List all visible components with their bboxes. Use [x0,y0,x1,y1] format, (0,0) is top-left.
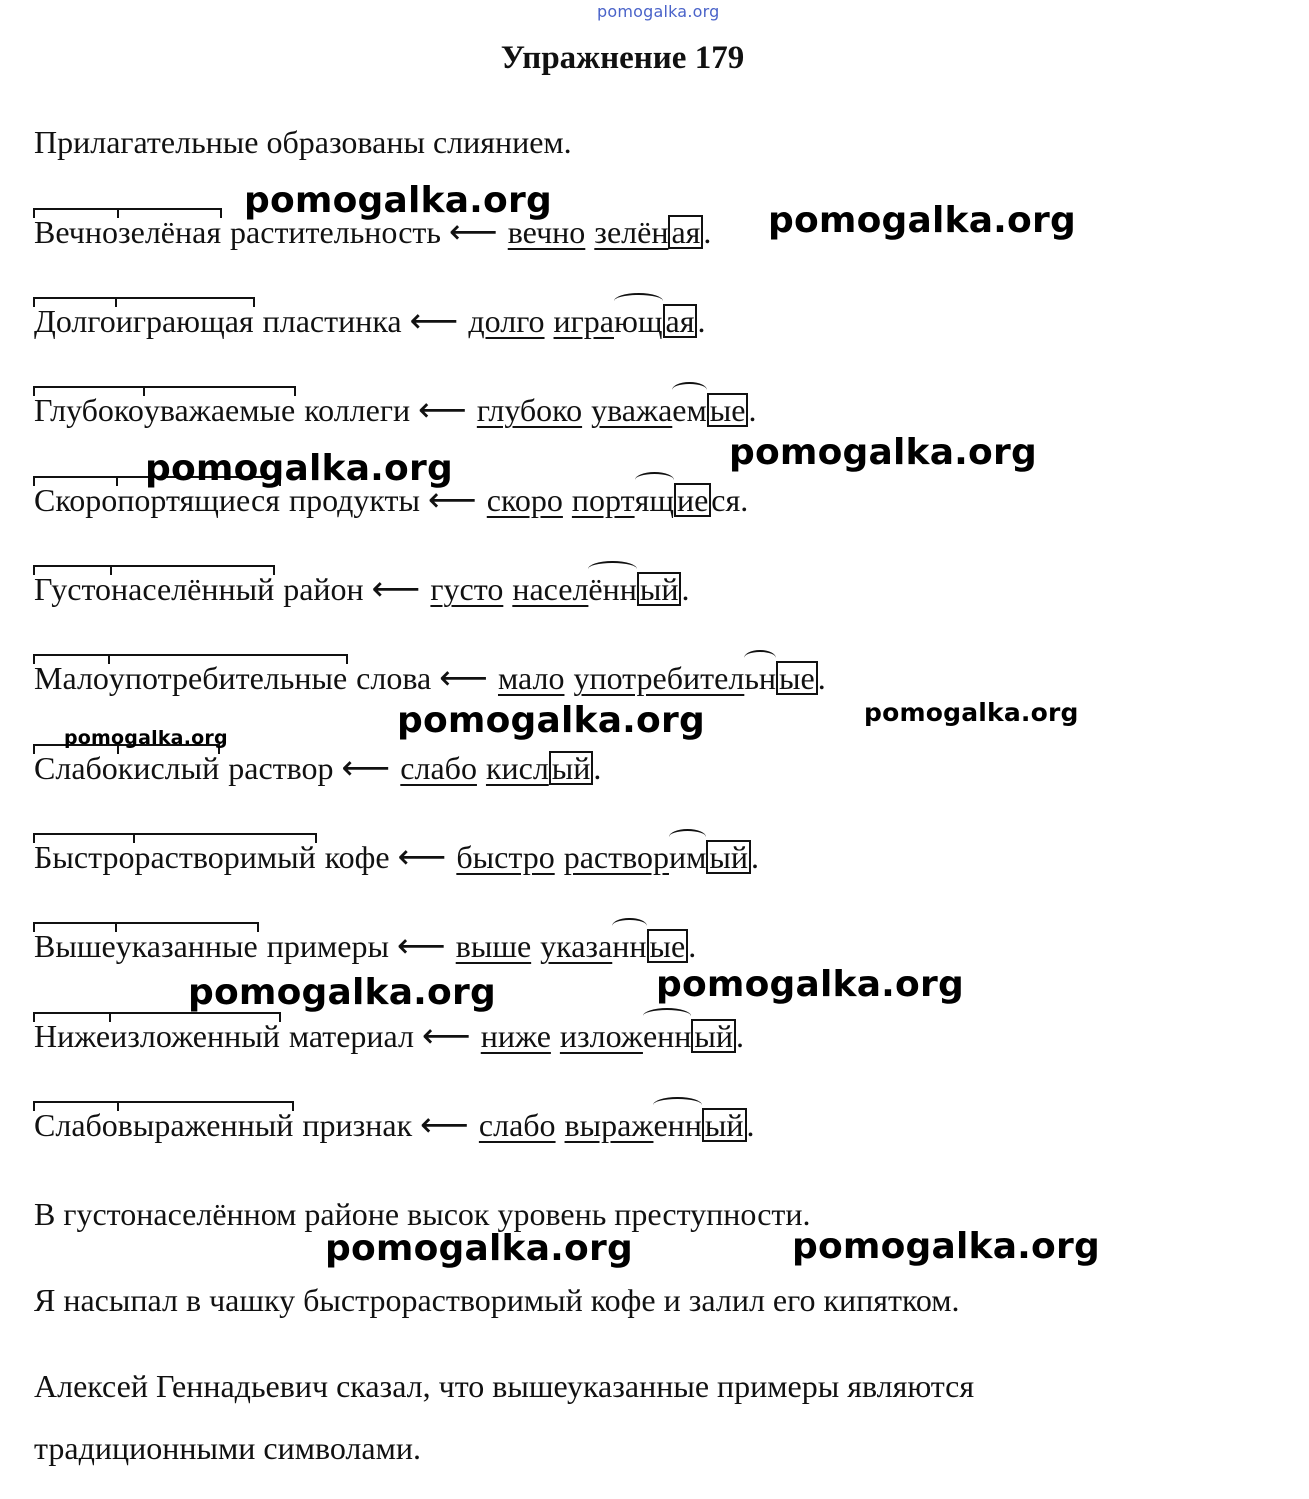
base-word-2-root: употребител [573,660,745,696]
compound-part-1: Скоро [34,482,118,518]
base-word-1: слабо [478,1107,556,1143]
compound-part-1: Выше [34,928,116,964]
watermark: pomogalka.org [864,698,1079,727]
noun: продукты [288,482,421,518]
ending: ый [637,572,682,606]
arrow-left-icon: ⟵ [341,748,391,788]
word-row [34,1105,755,1145]
noun: растительность [230,214,441,250]
tail: ся. [711,482,749,518]
compound-part-2: кислый [117,750,220,786]
suffix: ем [672,392,707,428]
tail: . [688,928,697,964]
watermark: pomogalka.org [145,448,453,489]
compound-part-1: Вечно [34,214,118,250]
base-word-2-root: кисл [485,750,549,786]
suffix: енн [653,1107,702,1143]
compound-part-1: Мало [34,660,109,696]
compound-part-2: изложенный [110,1018,280,1054]
ending: ый [691,1019,736,1053]
arrow-left-icon: ⟵ [409,301,459,341]
noun: примеры [266,928,389,964]
base-word-2-root: зелён [594,214,669,250]
noun: кофе [324,839,390,875]
compound-part-2: растворимый [134,839,316,875]
noun: раствор [228,750,334,786]
word-row [34,390,756,430]
tail: . [748,392,757,428]
compound-part-1: Долго [34,303,116,339]
compound-part-2: играющая [115,303,254,339]
base-word-1: выше [455,928,532,964]
noun: пластинка [262,303,402,339]
base-word-2-root: игра [553,303,614,339]
tail: . [593,750,602,786]
suffix: енн [642,1018,692,1054]
ending: ые [776,661,818,695]
word-row [34,1016,744,1056]
compound-part-2: уважаемые [143,392,296,428]
watermark: pomogalka.org [325,1228,633,1269]
arrow-left-icon: ⟵ [397,837,447,877]
watermark: pomogalka.org [656,964,964,1005]
arrow-left-icon: ⟵ [371,569,421,609]
base-word-1: вечно [507,214,586,250]
watermark: pomogalka.org [729,432,1037,473]
noun: слова [356,660,432,696]
watermark: pomogalka.org [792,1226,1100,1267]
ending: ые [647,929,689,963]
sentence-3: Алексей Геннадьевич сказал, что вышеуказанные примеры являются [34,1368,975,1404]
tail: . [750,839,759,875]
word-row [34,837,759,877]
arrow-left-icon: ⟵ [422,1016,471,1056]
watermark: pomogalka.org [64,727,228,749]
noun: материал [288,1018,414,1054]
suffix: ённ [588,571,637,607]
compound-part-2: зелёная [117,214,222,250]
tail: . [736,1018,745,1054]
sentence-1: В густонаселённом районе высок уровень преступности. [34,1196,811,1232]
arrow-left-icon: ⟵ [449,212,498,252]
ending: ая [663,304,698,338]
compound-part-1: Ниже [34,1018,111,1054]
ending: ый [706,840,751,874]
compound-part-1: Глубоко [34,392,144,428]
ending: ый [549,751,594,785]
word-row [34,301,705,341]
word-row [34,569,689,609]
ending: ый [702,1108,747,1142]
compound-part-1: Быстро [34,839,135,875]
base-word-2-root: раствор [563,839,669,875]
noun: коллеги [304,392,411,428]
suffix: ящ [634,482,674,518]
compound-part-1: Слабо [34,750,118,786]
arrow-left-icon: ⟵ [418,390,467,430]
base-word-2-root: указа [540,928,613,964]
base-word-2-root: излож [559,1018,643,1054]
base-word-1: густо [430,571,504,607]
word-row [34,658,826,698]
base-word-1: слабо [400,750,477,786]
arrow-left-icon: ⟵ [420,1105,469,1145]
noun: признак [302,1107,413,1143]
compound-part-2: употребительные [108,660,348,696]
base-word-1: долго [468,303,545,339]
sentence-4: традиционными символами. [34,1430,421,1466]
tail: . [817,660,826,696]
arrow-left-icon: ⟵ [428,480,477,520]
compound-part-2: выраженный [117,1107,294,1143]
tail: . [697,303,706,339]
suffix: им [668,839,707,875]
arrow-left-icon: ⟵ [396,926,446,966]
watermark: pomogalka.org [397,700,705,741]
tail: . [703,214,712,250]
compound-part-2: портящиеся [117,482,280,518]
arrow-left-icon: ⟵ [439,658,488,698]
watermark: pomogalka.org [188,972,496,1013]
compound-part-1: Густо [34,571,112,607]
watermark: pomogalka.org [768,200,1076,241]
base-word-2-root: выраж [564,1107,654,1143]
ending: ые [707,393,749,427]
base-word-2-root: порт [571,482,635,518]
watermark: pomogalka.org [244,180,552,221]
tail: . [746,1107,755,1143]
tail: . [681,571,690,607]
word-row [34,926,696,966]
base-word-1: ниже [480,1018,551,1054]
exercise-title: Упражнение 179 [500,40,745,76]
base-word-1: скоро [486,482,563,518]
base-word-1: мало [497,660,565,696]
base-word-2-root: насел [512,571,589,607]
suffix: ющ [613,303,663,339]
compound-part-1: Слабо [34,1107,118,1143]
base-word-2-root: уважа [591,392,673,428]
intro-text: Прилагательные образованы слиянием. [34,124,572,160]
noun: район [283,571,364,607]
ending: ие [674,483,711,517]
sentence-2: Я насыпал в чашку быстрорастворимый кофе и залил его кипятком. [34,1282,960,1318]
base-word-1: быстро [456,839,555,875]
word-row [34,748,601,788]
base-word-1: глубоко [476,392,583,428]
ending: ая [668,215,703,249]
suffix: нн [612,928,647,964]
compound-part-2: указанные [115,928,258,964]
suffix: ьн [744,660,777,696]
compound-part-2: населённый [111,571,275,607]
watermark-top: pomogalka.org [597,2,720,21]
